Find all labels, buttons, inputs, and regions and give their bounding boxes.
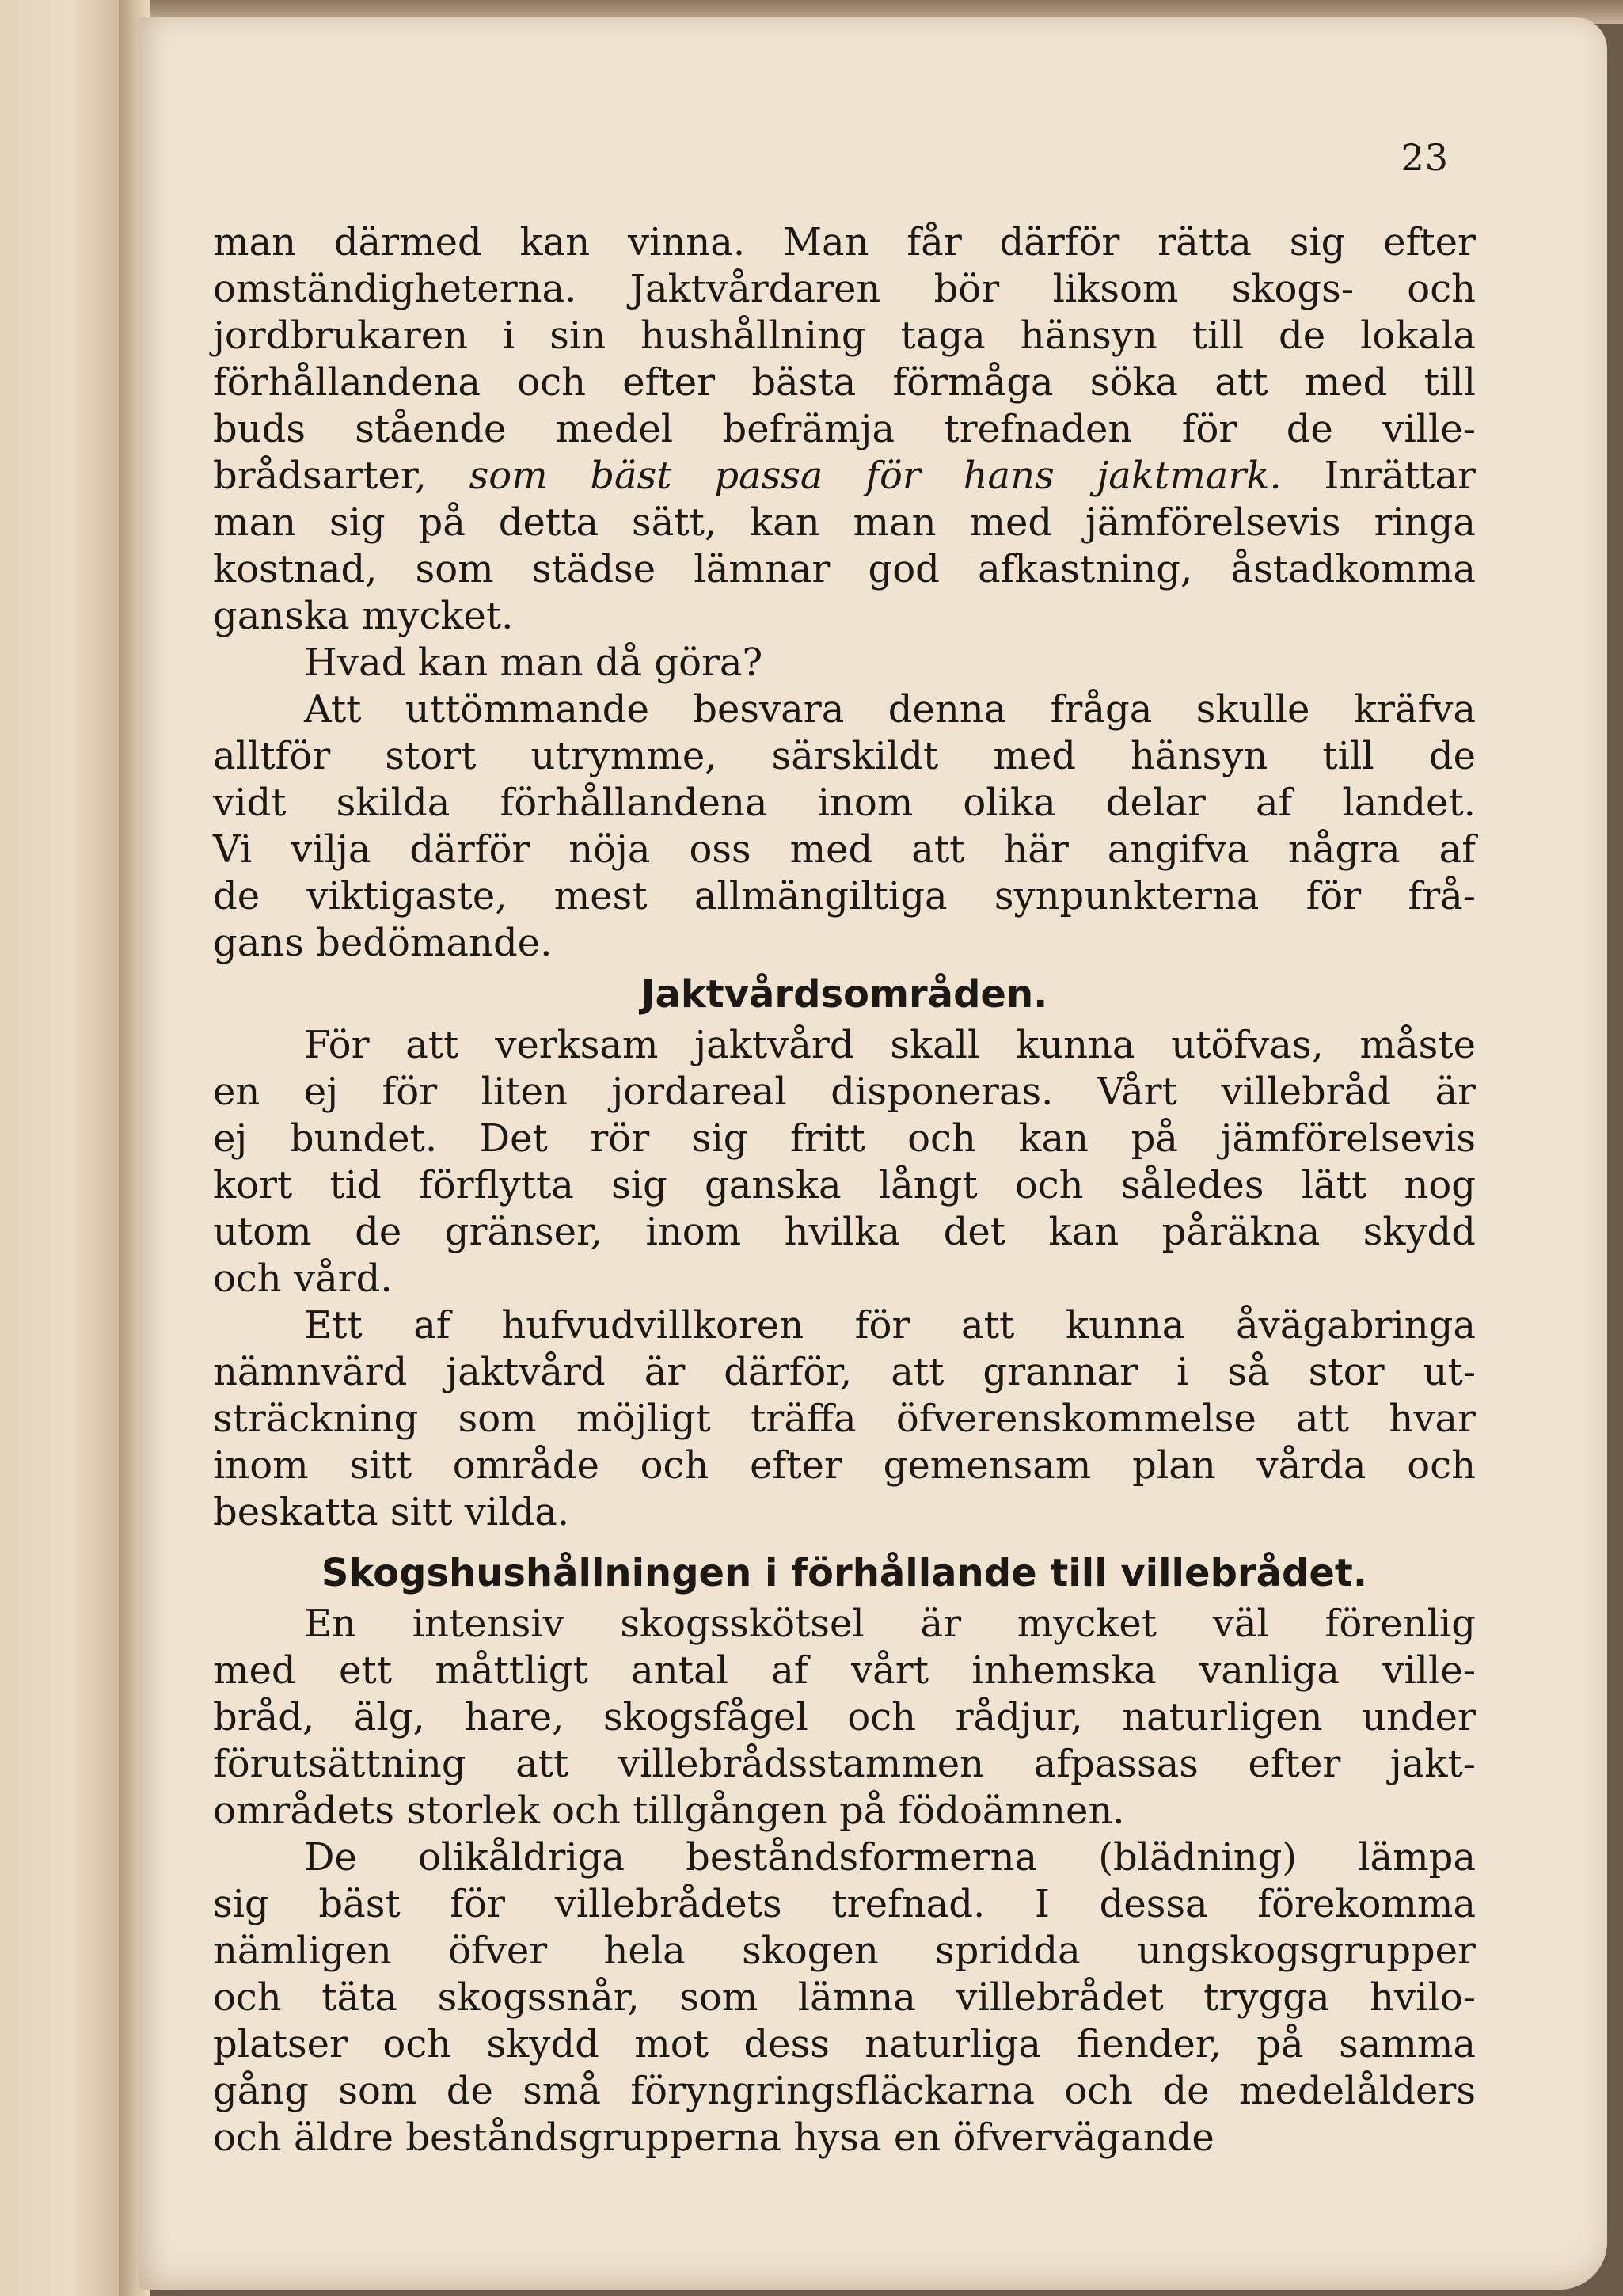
text-line: alltför stort utrymme, särskildt med hänsyn till de xyxy=(213,734,1476,778)
text-line: ganska mycket. xyxy=(213,594,514,638)
text-line: kort tid förflytta sig ganska långt och således lätt nog xyxy=(213,1163,1476,1207)
text-line: och täta skogssnår, som lämna villebrådet trygga hvilo- xyxy=(213,1975,1476,2020)
text-line: och äldre beståndsgrupperna hysa en öfvervägande xyxy=(213,2115,1214,2160)
text-line: kostnad, som städse lämnar god afkastning, åstadkomma xyxy=(213,547,1476,591)
page-number: 23 xyxy=(1401,136,1449,179)
text-line: och vård. xyxy=(213,1256,393,1301)
text-line: Att uttömmande besvara denna fråga skulle kräfva xyxy=(304,687,1476,732)
text-line: sig bäst för villebrådets trefnad. I dessa förekomma xyxy=(213,1882,1476,1926)
text-line: förhållandena och efter bästa förmåga söka att med till xyxy=(213,360,1476,405)
section-heading: Jaktvårdsområden. xyxy=(640,972,1048,1017)
text-line: inom sitt område och efter gemensam plan vårda och xyxy=(213,1443,1476,1488)
text-line: de viktigaste, mest allmängiltiga synpunkterna för frå- xyxy=(213,874,1476,918)
text-line: områdets storlek och tillgången på födoämnen. xyxy=(213,1789,1125,1833)
text-segment: brådsarter, xyxy=(213,454,469,498)
page-text xyxy=(213,219,1476,2161)
text-line: gång som de små föryngringsfläckarna och de medelålders xyxy=(213,2069,1476,2113)
text-line: buds stående medel befrämja trefnaden för de ville- xyxy=(213,407,1476,451)
text-line: nämnvärd jaktvård är därför, att grannar i så stor ut- xyxy=(213,1350,1476,1394)
text-line: En intensiv skogsskötsel är mycket väl förenlig xyxy=(304,1602,1476,1646)
text-line: platser och skydd mot dess naturliga fiender, på samma xyxy=(213,2022,1476,2066)
text-line: ej bundet. Det rör sig fritt och kan på jämförelsevis xyxy=(213,1116,1476,1161)
text-line: Ett af hufvudvillkoren för att kunna åvägabringa xyxy=(304,1303,1476,1348)
italic-phrase: som bäst passa för hans jaktmark. xyxy=(469,454,1282,498)
text-line: beskatta sitt vilda. xyxy=(213,1490,570,1534)
text-line: utom de gränser, inom hvilka det kan påräkna skydd xyxy=(213,1210,1476,1254)
text-line: omständigheterna. Jaktvårdaren bör liksom skogs- och xyxy=(213,267,1476,311)
text-segment: Inrättar xyxy=(1281,454,1477,498)
text-line: en ej för liten jordareal disponeras. Vårt villebråd är xyxy=(213,1070,1476,1114)
text-line: gans bedömande. xyxy=(213,921,553,965)
text-line: bråd, älg, hare, skogsfågel och rådjur, naturligen under xyxy=(213,1695,1476,1739)
text-line: Vi vilja därför nöja oss med att här angifva några af xyxy=(213,827,1476,872)
text-line: man därmed kan vinna. Man får därför rätta sig efter xyxy=(213,220,1476,264)
text-line: sträckning som möjligt träffa öfverenskommelse att hvar xyxy=(213,1397,1476,1441)
text-line: jordbrukaren i sin hushållning taga hänsyn till de lokala xyxy=(213,314,1476,358)
book-page xyxy=(139,17,1607,2290)
text-line: De olikåldriga beståndsformerna (blädning) lämpa xyxy=(304,1835,1476,1880)
text-line xyxy=(213,453,1476,500)
section-heading: Skogshushållningen i förhållande till villebrådet. xyxy=(321,1551,1368,1595)
text-line: man sig på detta sätt, kan man med jämförelsevis ringa xyxy=(213,500,1476,545)
text-line: nämligen öfver hela skogen spridda ungskogsgrupper xyxy=(213,1929,1476,1973)
left-page-edge xyxy=(0,0,127,2296)
text-line: För att verksam jaktvård skall kunna utöfvas, måste xyxy=(304,1023,1476,1067)
text-line: förutsättning att villebrådsstammen afpassas efter jakt- xyxy=(213,1742,1476,1786)
text-line: vidt skilda förhållandena inom olika delar af landet. xyxy=(213,781,1476,825)
text-line: Hvad kan man då göra? xyxy=(304,641,763,685)
text-line: med ett måttligt antal af vårt inhemska vanliga ville- xyxy=(213,1648,1476,1693)
